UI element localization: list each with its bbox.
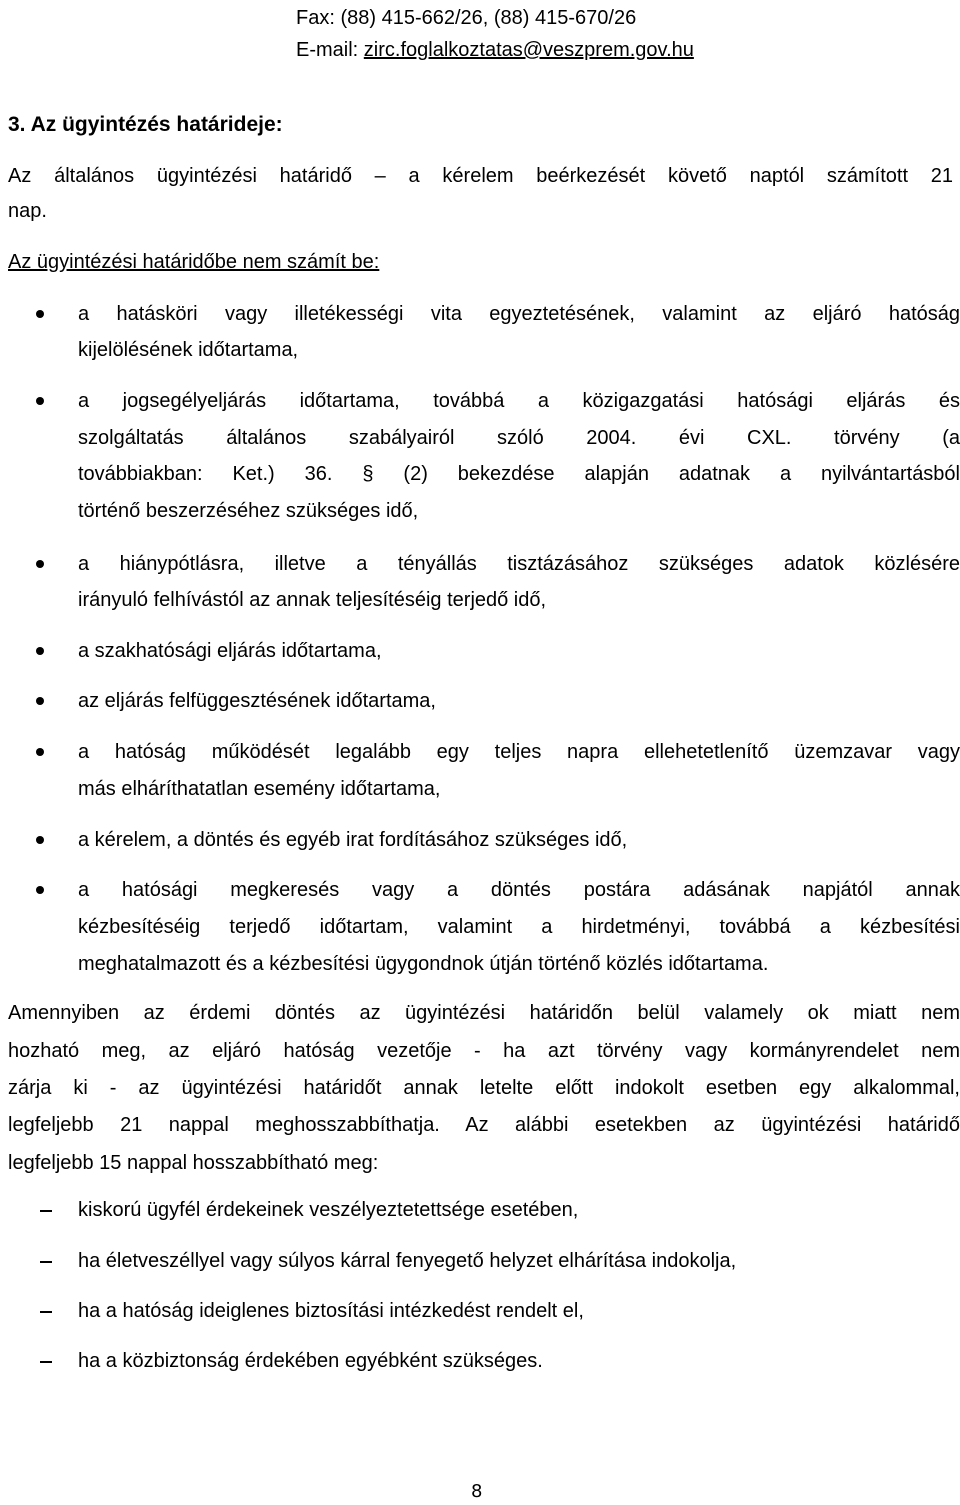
paragraph-line: hozható meg, az eljáró hatóság vezetője - ha azt törvény vagy kormányrendelet nem (8, 1040, 960, 1062)
list-item-line: a kérelem, a döntés és egyéb irat fordításához szükséges idő, (78, 829, 628, 851)
list-item-line: kiskorú ügyfél érdekeinek veszélyeztetettsége esetében, (78, 1199, 579, 1221)
intro-line-1: Az általános ügyintézési határidő – a kérelem beérkezését követő naptól számított 21 (8, 165, 953, 187)
list-item-line: szolgáltatás általános szabályairól szóló 2004. évi CXL. törvény (a (78, 427, 960, 449)
bullet-icon (36, 748, 44, 756)
list-item-line: ha a hatóság ideiglenes biztosítási intézkedést rendelt el, (78, 1300, 584, 1322)
list-item-line: történő beszerzéséhez szükséges idő, (78, 500, 419, 522)
list-item-line: meghatalmazott és a kézbesítési ügygondnok útján történő közlés időtartama. (78, 953, 769, 975)
list-item-line: az eljárás felfüggesztésének időtartama, (78, 690, 436, 712)
list-item-line: a szakhatósági eljárás időtartama, (78, 640, 382, 662)
dash-icon (40, 1210, 52, 1212)
list-item-line: más elháríthatatlan esemény időtartama, (78, 778, 441, 800)
header-email-line (296, 38, 694, 62)
list-item-line: ha életveszéllyel vagy súlyos kárral fenyegető helyzet elhárítása indokolja, (78, 1250, 737, 1272)
bullet-icon (36, 397, 44, 405)
bullet-icon (36, 697, 44, 705)
section-title: 3. Az ügyintézés határideje: (8, 113, 283, 136)
list-item-line: kijelölésének időtartama, (78, 339, 299, 361)
dash-icon (40, 1361, 52, 1363)
bullet-icon (36, 560, 44, 568)
list-item-line: kézbesítéséig terjedő időtartam, valamint a hirdetményi, továbbá a kézbesítési (78, 916, 960, 938)
dash-icon (40, 1261, 52, 1263)
dash-icon (40, 1311, 52, 1313)
bullet-icon (36, 836, 44, 844)
intro-line-2: nap. (8, 200, 47, 222)
email-link[interactable]: zirc.foglalkoztatas@veszprem.gov.hu (363, 39, 694, 61)
bullet-icon (36, 886, 44, 894)
list-item-line: irányuló felhívástól az annak teljesítéséig terjedő idő, (78, 589, 547, 611)
page-number: 8 (471, 1481, 483, 1502)
exclusion-heading: Az ügyintézési határidőbe nem számít be: (8, 251, 380, 273)
list-item-line: a hatóság működését legalább egy teljes napra ellehetetlenítő üzemzavar vagy (78, 741, 960, 763)
paragraph-line: legfeljebb 15 nappal hosszabbítható meg: (8, 1152, 379, 1174)
paragraph-line: legfeljebb 21 nappal meghosszabbíthatja. Az alábbi esetekben az ügyintézési határidő (8, 1114, 960, 1136)
list-item-line: a hiánypótlásra, illetve a tényállás tisztázásához szükséges adatok közlésére (78, 553, 960, 575)
bullet-icon (36, 310, 44, 318)
header-fax: Fax: (88) 415-662/26, (88) 415-670/26 (296, 7, 637, 29)
list-item-line: továbbiakban: Ket.) 36. § (2) bekezdése alapján adatnak a nyilvántartásból (78, 463, 960, 485)
header-email-prefix: E-mail: (296, 39, 364, 61)
bullet-icon (36, 647, 44, 655)
list-item-line: ha a közbiztonság érdekében egyébként szükséges. (78, 1350, 543, 1372)
list-item-line: a hatósági megkeresés vagy a döntés postára adásának napjától annak (78, 879, 960, 901)
paragraph-line: zárja ki - az ügyintézési határidőt annak letelte előtt indokolt esetben egy alkalommal, (8, 1077, 960, 1099)
list-item-line: a jogsegélyeljárás időtartama, továbbá a közigazgatási hatósági eljárás és (78, 390, 960, 412)
list-item-line: a hatásköri vagy illetékességi vita egyeztetésének, valamint az eljáró hatóság (78, 303, 960, 325)
paragraph-line: Amennyiben az érdemi döntés az ügyintézési határidőn belül valamely ok miatt nem (8, 1002, 960, 1024)
